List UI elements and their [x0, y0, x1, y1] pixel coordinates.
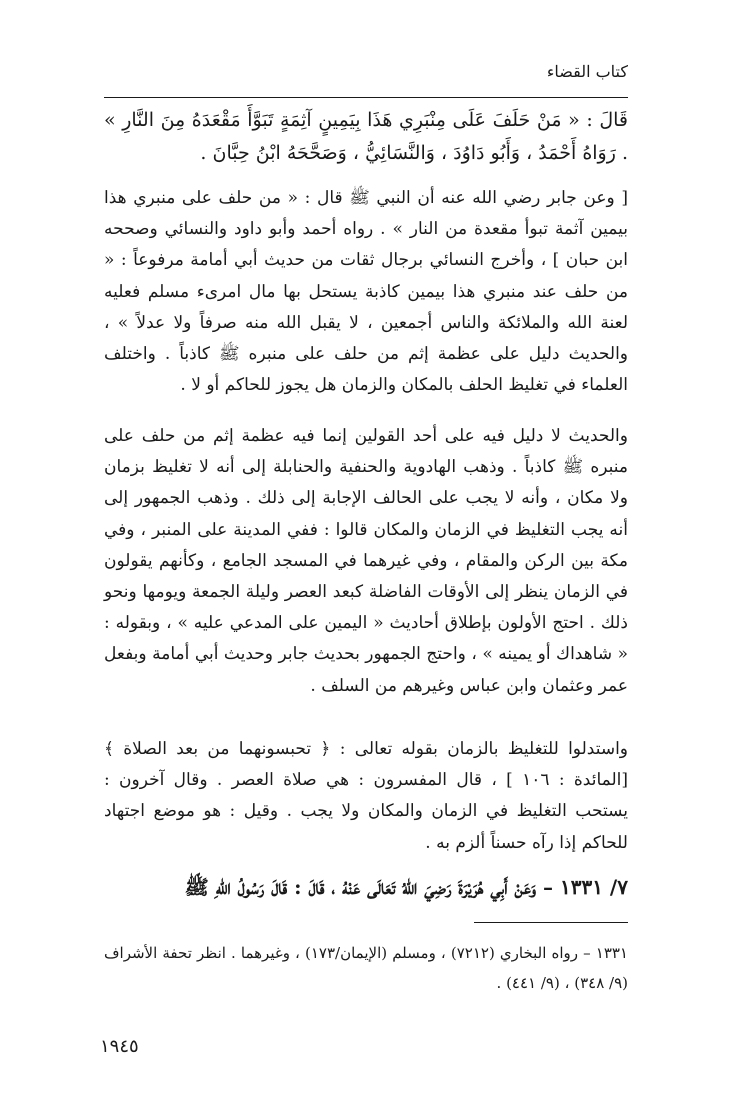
commentary-paragraph-1: [ وعن جابر رضي الله عنه أن النبي ﷺ قال : « من حلف على منبري هذا بيمين آثمة تبوأ مقعدة من النار » . رواه أحمد وأبو داود والنسائي وصححه ابن حبان ] ، وأخرج النسائي برجال ثقات من حديث أبي أمامة مرفوعاً : « من حلف عند منبري هذا بيمين كاذبة يستحل بها مال امرىء مسلم فعليه لعنة الله والملائكة والناس أجمعين ، لا يقبل الله منه صرفاً ولا عدلاً » ، والحديث دليل على عظمة إثم من حلف على منبره ﷺ كاذباً . واختلف العلماء في تغليظ الحلف بالمكان والزمان هل يجوز للحاكم أو لا .: [104, 188, 628, 396]
footnote-divider: [474, 922, 628, 923]
hadith-text: قَالَ : « مَنْ حَلَفَ عَلَى مِنْبَرِي هَذَا بِيَمِينٍ آثِمَةٍ تَبَوَّأَ مَقْعَدَهُ مِنَ النَّارِ » . رَوَاهُ أَحْمَدُ ، وَأَبُو دَاوُدَ ، وَالنَّسَائِيُّ ، وَصَحَّحَهُ ابْنُ حِبَّانَ .: [104, 109, 628, 164]
page-number: ١٩٤٥: [100, 1036, 139, 1057]
commentary-paragraph-2: والحديث لا دليل فيه على أحد القولين إنما فيه عظمة إثم من حلف على منبره ﷺ كاذباً . وذهب الهادوية والحنفية والحنابلة إلى أنه لا تغليظ بزمان ولا مكان ، وأنه لا يجب على الحالف الإجابة إلى ذلك . وذهب الجمهور إلى أنه يجب التغليظ في الزمان والمكان قالوا : ففي المدينة على المنبر ، وفي مكة بين الركن والمقام ، وفي غيرهما في المسجد الجامع ، وكأنهم يقولون في الزمان ينظر إلى الأوقات الفاضلة كبعد العصر وليلة الجمعة ويومها ونحو ذلك . احتج الأولون بإطلاق أحاديث « اليمين على المدعي عليه » ، وبقوله : « شاهداك أو يمينه » ، واحتج الجمهور بحديث جابر وحديث أبي أمامة وبفعل عمر وعثمان وابن عباس وغيرهم من السلف .: [104, 426, 628, 696]
footnote: ١٣٣١ – رواه البخاري (٧٢١٢) ، ومسلم (الإيمان/١٧٣) ، وغيرهما . انظر تحفة الأشراف (٩/ ٣٤٨) ، (٩/ ٤٤١) .: [104, 944, 628, 992]
header-divider: [104, 97, 628, 98]
commentary-paragraph-3: واستدلوا للتغليظ بالزمان بقوله تعالى : ﴿ تحبسونهما من بعد الصلاة ﴾ [المائدة : ١٠٦ ] ، قال المفسرون : هي صلاة العصر . وقال آخرون : يستحب التغليظ في الزمان والمكان ولا يجب . وقيل : هو موضع اجتهاد للحاكم إذا رآه حسناً ألزم به .: [104, 739, 628, 853]
running-header: كتاب القضاء: [546, 62, 628, 81]
next-hadith-heading: ٧/ ١٣٣١ – وَعَنْ أَبِي هُرَيْرَةَ رَضِيَ اللهُ تَعَالَى عَنْهُ ، قَالَ : قَالَ رَسُولُ اللهِ ﷺ: [184, 875, 628, 899]
